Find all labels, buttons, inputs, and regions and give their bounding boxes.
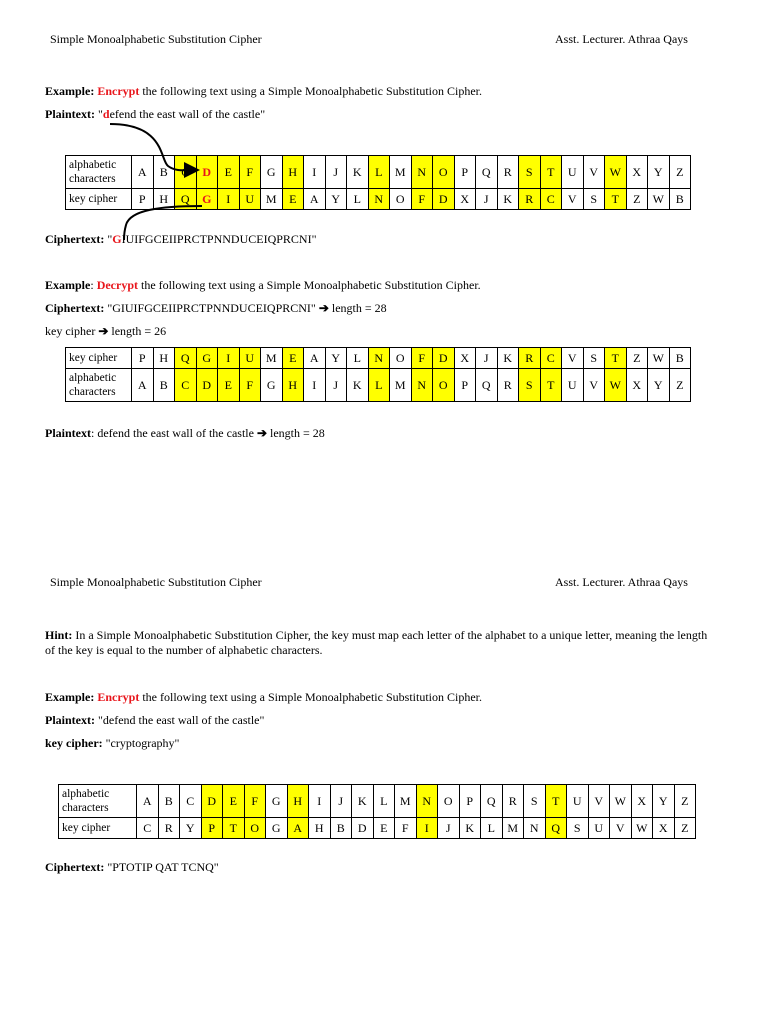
letter-cell: H	[153, 189, 175, 210]
letter-cell: C	[137, 818, 159, 839]
plaintext-label: Plaintext	[45, 426, 91, 440]
letter-cell: J	[438, 818, 460, 839]
letter-cell: X	[653, 818, 675, 839]
letter-cell: R	[502, 785, 524, 818]
letter-cell: Q	[545, 818, 567, 839]
letter-cell: C	[175, 156, 197, 189]
letter-cell: N	[411, 156, 433, 189]
letter-cell: K	[497, 348, 519, 369]
key-text: key cipher	[45, 324, 99, 338]
letter-cell: L	[373, 785, 395, 818]
table-row	[66, 189, 691, 210]
letter-cell: X	[626, 369, 648, 402]
letter-cell: Q	[476, 369, 498, 402]
row-label-line: characters	[69, 173, 116, 185]
letter-cell: K	[497, 189, 519, 210]
row-label	[66, 369, 132, 402]
letter-cell: Q	[175, 348, 197, 369]
ciphertext-label: Ciphertext:	[45, 301, 105, 315]
letter-cell: A	[304, 189, 326, 210]
table-row	[66, 156, 691, 189]
letter-cell: P	[454, 156, 476, 189]
example-label: Example:	[45, 690, 95, 704]
example-decrypt-line	[45, 278, 481, 293]
letter-cell: Z	[626, 348, 648, 369]
letter-cell: C	[540, 189, 562, 210]
letter-cell: W	[610, 785, 632, 818]
letter-cell: D	[433, 189, 455, 210]
row-label	[66, 189, 132, 210]
row-label-line: alphabetic	[69, 159, 117, 171]
plaintext-open-quote: "	[95, 107, 103, 121]
letter-cell: S	[519, 369, 541, 402]
letter-cell: C	[180, 785, 202, 818]
letter-cell: E	[223, 785, 245, 818]
letter-cell: S	[519, 156, 541, 189]
letter-cell: G	[261, 156, 283, 189]
table-row	[66, 369, 691, 402]
cipher-table-decrypt	[65, 347, 691, 402]
letter-cell: H	[287, 785, 309, 818]
letter-cell: T	[540, 156, 562, 189]
letter-cell: Z	[674, 818, 696, 839]
row-label	[66, 156, 132, 189]
letter-cell: A	[287, 818, 309, 839]
letter-cell: G	[266, 818, 288, 839]
letter-cell: V	[583, 156, 605, 189]
cipher-table-keyword	[58, 784, 696, 839]
letter-cell: D	[433, 348, 455, 369]
letter-cell: L	[368, 369, 390, 402]
example-encrypt-line	[45, 84, 482, 99]
letter-cell: Y	[325, 189, 347, 210]
row-label-line: key cipher	[69, 352, 118, 364]
letter-cell: O	[438, 785, 460, 818]
letter-cell: W	[631, 818, 653, 839]
letter-cell: W	[648, 348, 670, 369]
letter-cell: O	[433, 369, 455, 402]
letter-cell: D	[196, 369, 218, 402]
letter-cell: T	[223, 818, 245, 839]
ciphertext-line	[45, 860, 219, 875]
row-label	[59, 818, 137, 839]
row-label	[59, 785, 137, 818]
letter-cell: E	[218, 369, 240, 402]
letter-cell: V	[562, 348, 584, 369]
table-row	[59, 818, 696, 839]
letter-cell: V	[588, 785, 610, 818]
cipher-table-encrypt	[65, 155, 691, 210]
letter-cell: P	[201, 818, 223, 839]
right-arrow-icon: ➔	[256, 426, 267, 440]
letter-cell: Z	[669, 156, 691, 189]
letter-cell: R	[497, 369, 519, 402]
letter-cell: B	[669, 348, 691, 369]
letter-cell: A	[304, 348, 326, 369]
hint-label: Hint:	[45, 628, 73, 642]
letter-cell: T	[540, 369, 562, 402]
plaintext-length-line	[45, 426, 325, 441]
hint-paragraph	[45, 628, 715, 658]
letter-cell: K	[347, 369, 369, 402]
letter-cell: E	[373, 818, 395, 839]
row-label-line: alphabetic	[69, 372, 117, 384]
plaintext-line	[45, 107, 265, 122]
letter-cell: X	[626, 156, 648, 189]
right-arrow-icon: ➔	[98, 324, 109, 338]
plaintext-length: length = 28	[267, 426, 325, 440]
page-header-author: Asst. Lecturer. Athraa Qays	[555, 32, 688, 46]
letter-cell: Q	[481, 785, 503, 818]
encrypt-word: Encrypt	[97, 690, 140, 704]
letter-cell: I	[218, 189, 240, 210]
table-row	[66, 348, 691, 369]
letter-cell: D	[196, 156, 218, 189]
letter-cell: L	[368, 156, 390, 189]
plaintext-label: Plaintext:	[45, 713, 95, 727]
letter-cell: T	[605, 189, 627, 210]
plaintext-line	[45, 713, 264, 728]
letter-cell: A	[137, 785, 159, 818]
letter-cell: Y	[180, 818, 202, 839]
letter-cell: Y	[648, 156, 670, 189]
letter-cell: O	[390, 348, 412, 369]
row-label	[66, 348, 132, 369]
letter-cell: V	[610, 818, 632, 839]
letter-cell: A	[132, 369, 154, 402]
letter-cell: W	[648, 189, 670, 210]
letter-cell: P	[132, 189, 154, 210]
letter-cell: Z	[626, 189, 648, 210]
key-cipher-label: key cipher:	[45, 736, 103, 750]
letter-cell: H	[309, 818, 331, 839]
ciphertext-value: "GIUIFGCEIIPRCTPNNDUCEIQPRCNI"	[104, 301, 319, 315]
letter-cell: H	[282, 369, 304, 402]
letter-cell: U	[239, 189, 261, 210]
letter-cell: S	[524, 785, 546, 818]
ciphertext-label: Ciphertext:	[45, 232, 105, 246]
letter-cell: A	[132, 156, 154, 189]
letter-cell: D	[352, 818, 374, 839]
letter-cell: O	[244, 818, 266, 839]
letter-cell: T	[605, 348, 627, 369]
letter-cell: F	[395, 818, 417, 839]
letter-cell: B	[330, 818, 352, 839]
letter-cell: U	[588, 818, 610, 839]
page-header-title: Simple Monoalphabetic Substitution Cipher	[50, 575, 262, 589]
right-arrow-icon: ➔	[318, 301, 329, 315]
letter-cell: V	[583, 369, 605, 402]
page-header-title: Simple Monoalphabetic Substitution Cipher	[50, 32, 262, 46]
hint-text: In a Simple Monoalphabetic Substitution Cipher, the key must map each letter of the alphabet to a unique letter, meaning the length of the key is equal to the number of alphabetic characters.	[45, 628, 708, 657]
ciphertext-line	[45, 232, 317, 247]
letter-cell: C	[540, 348, 562, 369]
letter-cell: U	[567, 785, 589, 818]
letter-cell: E	[218, 156, 240, 189]
letter-cell: G	[196, 189, 218, 210]
letter-cell: I	[309, 785, 331, 818]
letter-cell: W	[605, 156, 627, 189]
letter-cell: R	[158, 818, 180, 839]
ciphertext-rest: IUIFGCEIIPRCTPNNDUCEIQPRCNI"	[121, 232, 317, 246]
key-cipher-line	[45, 736, 179, 751]
plaintext-rest: efend the east wall of the castle"	[109, 107, 266, 121]
letter-cell: J	[325, 369, 347, 402]
letter-cell: B	[153, 156, 175, 189]
letter-cell: F	[411, 189, 433, 210]
letter-cell: H	[153, 348, 175, 369]
example-description: the following text using a Simple Monoalphabetic Substitution Cipher.	[139, 690, 482, 704]
letter-cell: E	[282, 348, 304, 369]
letter-cell: U	[239, 348, 261, 369]
row-label-line: key cipher	[69, 193, 118, 205]
letter-cell: X	[454, 348, 476, 369]
letter-cell: I	[416, 818, 438, 839]
letter-cell: D	[201, 785, 223, 818]
letter-cell: K	[352, 785, 374, 818]
example-colon: :	[90, 278, 97, 292]
ciphertext-label: Ciphertext:	[45, 860, 105, 874]
letter-cell: S	[583, 189, 605, 210]
letter-cell: L	[481, 818, 503, 839]
letter-cell: N	[411, 369, 433, 402]
letter-cell: N	[524, 818, 546, 839]
letter-cell: K	[347, 156, 369, 189]
example-label: Example:	[45, 84, 95, 98]
letter-cell: I	[304, 369, 326, 402]
example-encrypt-line	[45, 690, 482, 705]
plaintext-value: "defend the east wall of the castle"	[95, 713, 265, 727]
row-label-line: alphabetic	[62, 788, 110, 800]
letter-cell: G	[196, 348, 218, 369]
letter-cell: T	[545, 785, 567, 818]
letter-cell: W	[605, 369, 627, 402]
letter-cell: O	[390, 189, 412, 210]
example-description: the following text using a Simple Monoalphabetic Substitution Cipher.	[139, 84, 482, 98]
example-description: the following text using a Simple Monoalphabetic Substitution Cipher.	[138, 278, 481, 292]
letter-cell: Z	[669, 369, 691, 402]
letter-cell: U	[562, 156, 584, 189]
letter-cell: V	[562, 189, 584, 210]
letter-cell: F	[411, 348, 433, 369]
letter-cell: Y	[653, 785, 675, 818]
letter-cell: M	[261, 348, 283, 369]
letter-cell: F	[239, 156, 261, 189]
letter-cell: G	[261, 369, 283, 402]
key-length-line	[45, 324, 166, 339]
row-label-line: key cipher	[62, 822, 111, 834]
letter-cell: H	[282, 156, 304, 189]
letter-cell: X	[631, 785, 653, 818]
letter-cell: S	[583, 348, 605, 369]
letter-cell: U	[562, 369, 584, 402]
row-label-line: characters	[62, 802, 109, 814]
letter-cell: M	[390, 369, 412, 402]
plaintext-value: : defend the east wall of the castle	[91, 426, 257, 440]
letter-cell: M	[395, 785, 417, 818]
ciphertext-value: "PTOTIP QAT TCNQ"	[104, 860, 219, 874]
letter-cell: R	[519, 348, 541, 369]
letter-cell: B	[153, 369, 175, 402]
letter-cell: R	[497, 156, 519, 189]
letter-cell: N	[416, 785, 438, 818]
ciphertext-length-line	[45, 301, 387, 316]
row-label-line: characters	[69, 386, 116, 398]
letter-cell: M	[390, 156, 412, 189]
letter-cell: L	[347, 348, 369, 369]
letter-cell: Z	[674, 785, 696, 818]
letter-cell: J	[476, 348, 498, 369]
letter-cell: Y	[648, 369, 670, 402]
key-length: length = 26	[108, 324, 167, 338]
letter-cell: P	[454, 369, 476, 402]
letter-cell: I	[218, 348, 240, 369]
letter-cell: R	[519, 189, 541, 210]
table-row	[59, 785, 696, 818]
letter-cell: J	[325, 156, 347, 189]
letter-cell: B	[158, 785, 180, 818]
ciphertext-length: length = 28	[328, 301, 387, 315]
letter-cell: O	[433, 156, 455, 189]
letter-cell: F	[244, 785, 266, 818]
ciphertext-first-letter: G	[112, 232, 122, 246]
letter-cell: P	[132, 348, 154, 369]
letter-cell: M	[502, 818, 524, 839]
letter-cell: L	[347, 189, 369, 210]
letter-cell: G	[266, 785, 288, 818]
letter-cell: M	[261, 189, 283, 210]
letter-cell: J	[330, 785, 352, 818]
letter-cell: N	[368, 189, 390, 210]
decrypt-word: Decrypt	[96, 278, 139, 292]
plaintext-first-letter: d	[102, 107, 110, 121]
encrypt-word: Encrypt	[97, 84, 140, 98]
letter-cell: S	[567, 818, 589, 839]
letter-cell: Q	[175, 189, 197, 210]
key-cipher-value: "cryptography"	[102, 736, 180, 750]
letter-cell: Q	[476, 156, 498, 189]
letter-cell: J	[476, 189, 498, 210]
page-header-author: Asst. Lecturer. Athraa Qays	[555, 575, 688, 589]
example-label: Example	[45, 278, 91, 292]
letter-cell: X	[454, 189, 476, 210]
letter-cell: N	[368, 348, 390, 369]
letter-cell: E	[282, 189, 304, 210]
ciphertext-open-quote: "	[104, 232, 113, 246]
letter-cell: Y	[325, 348, 347, 369]
letter-cell: B	[669, 189, 691, 210]
letter-cell: I	[304, 156, 326, 189]
letter-cell: F	[239, 369, 261, 402]
letter-cell: K	[459, 818, 481, 839]
plaintext-label: Plaintext:	[45, 107, 95, 121]
letter-cell: C	[175, 369, 197, 402]
letter-cell: P	[459, 785, 481, 818]
